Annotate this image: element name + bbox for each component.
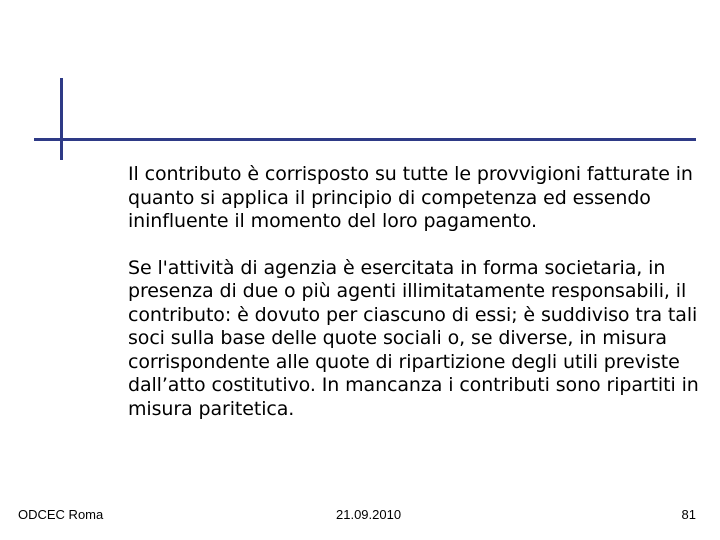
paragraph-contribution-basis: Il contributo è corrisposto su tutte le provvigioni fatturate in quanto si applica il principio di competenza ed essendo ininfluente il momento del loro pagamento. <box>128 163 693 232</box>
paragraph-company-form: Se l'attività di agenzia è esercitata in forma societaria, in presenza di due o più agenti illimitatamente responsabili, il contributo: è dovuto per ciascuno di essi; è suddiviso tra tali soci sulla base delle quote sociali o, se diverse, in misura corrispondente alle quote di ripartizione degli utili previste dall’atto costitutivo. In mancanza i contributi sono ripartiti in misura paritetica. <box>128 256 699 420</box>
footer-page-number: 81 <box>681 507 696 522</box>
slide-body <box>128 163 708 444</box>
decorative-horizontal-line <box>34 138 696 141</box>
footer-organization: ODCEC Roma <box>18 507 104 522</box>
decorative-vertical-line <box>60 78 63 160</box>
footer-date: 21.09.2010 <box>336 507 402 522</box>
